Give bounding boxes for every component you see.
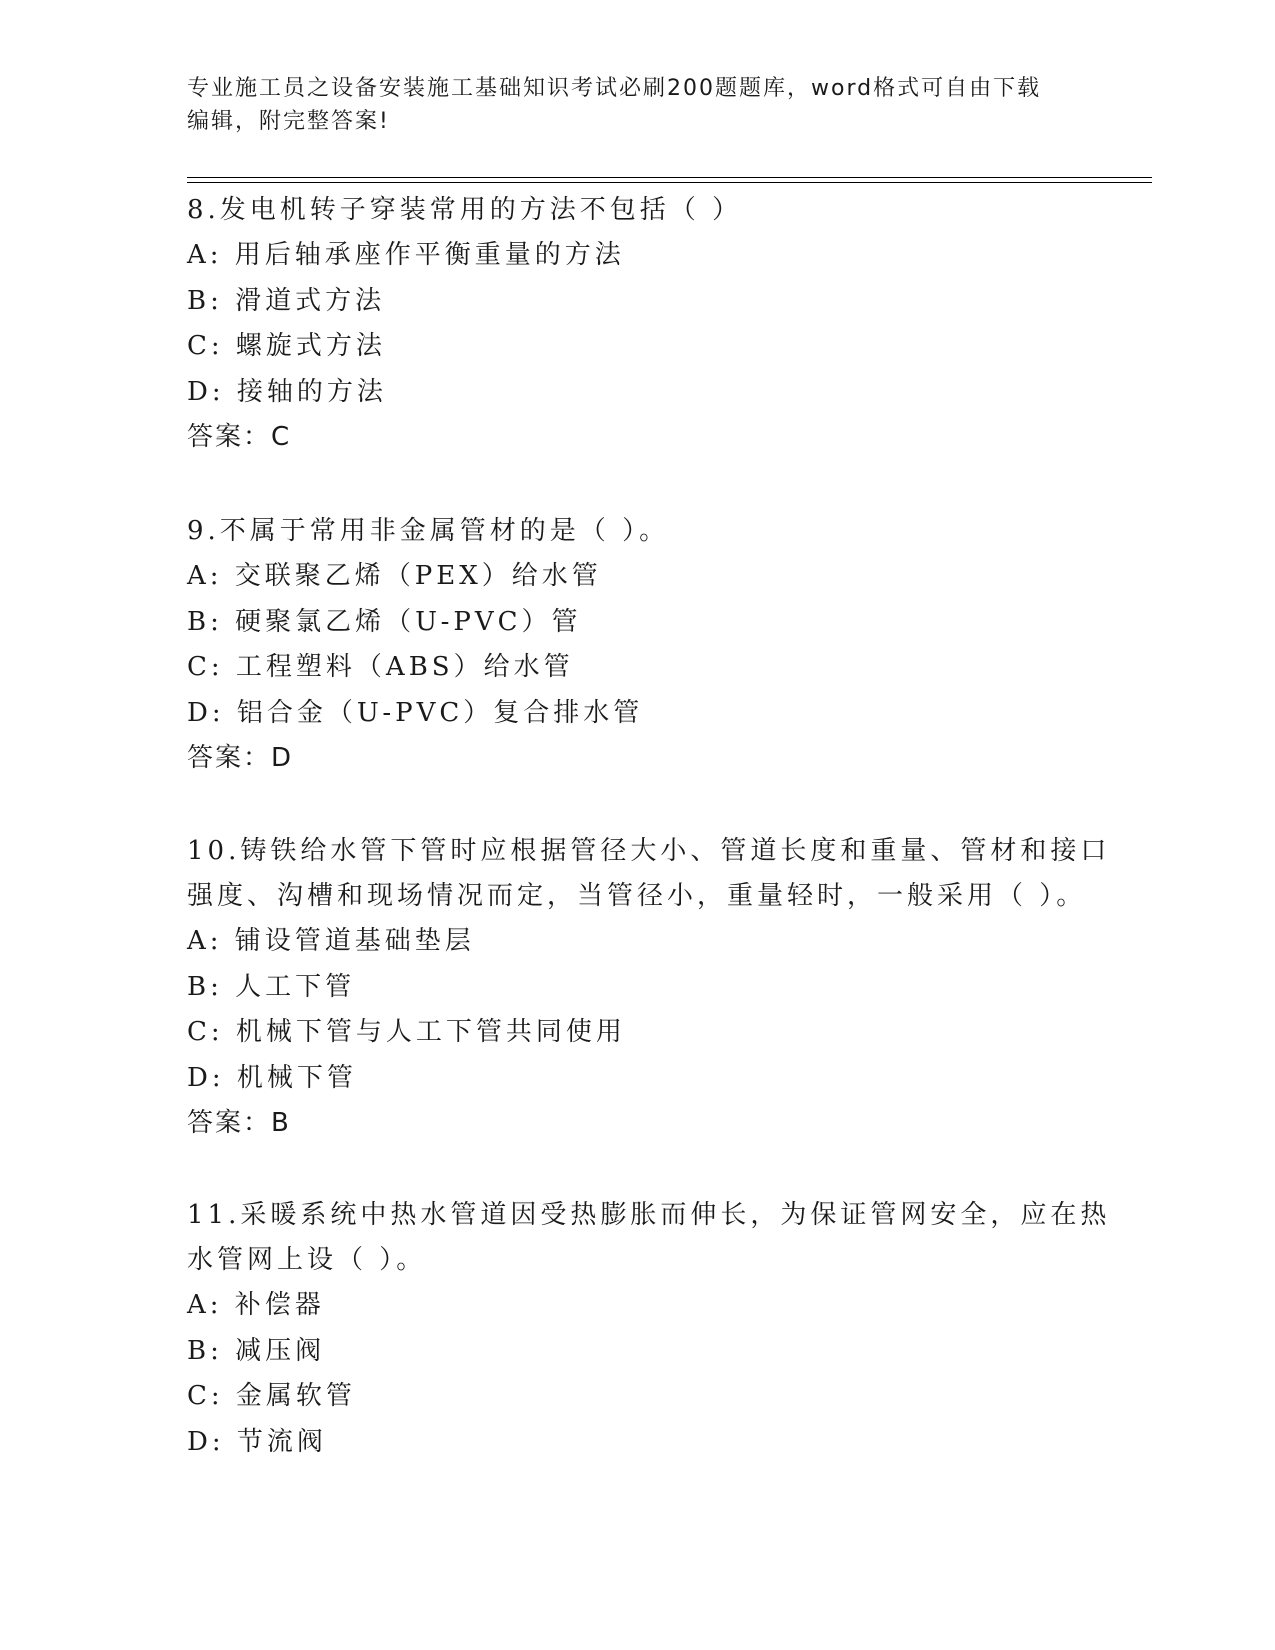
option-b: B: 人工下管 [187,971,356,1002]
question-8 [187,188,1087,460]
option-a: A: 交联聚乙烯（PEX）给水管 [187,561,602,591]
option-a: A: 铺设管道基础垫层 [187,926,475,956]
header-line-2: 编辑，附完整答案! [187,109,390,134]
answer-text: 答案：C [187,422,292,452]
header-divider-top [187,177,1152,178]
header-line-1: 专业施工员之设备安装施工基础知识考试必刷200题题库，word格式可自由下载 [187,76,1042,101]
option-b: B: 减压阀 [187,1335,326,1366]
option-c: C: 金属软管 [187,1381,356,1411]
option-a: A: 补偿器 [187,1290,325,1320]
question-11 [187,1193,1111,1465]
document-header [187,72,1087,138]
answer-text: 答案：B [187,1108,291,1138]
question-stem-line-2: 水管网上设（ ）。 [187,1245,427,1275]
option-b: B: 硬聚氯乙烯（U-PVC）管 [187,606,582,637]
option-c: C: 工程塑料（ABS）给水管 [187,652,574,682]
option-a: A: 用后轴承座作平衡重量的方法 [187,240,625,270]
question-10 [187,829,1111,1146]
answer-text: 答案：D [187,743,294,773]
option-b: B: 滑道式方法 [187,285,386,316]
option-d: D: 节流阀 [187,1426,327,1457]
header-divider-bottom [187,182,1152,183]
option-d: D: 机械下管 [187,1062,357,1093]
question-stem-line-2: 强度、沟槽和现场情况而定，当管径小，重量轻时，一般采用（ ）。 [187,881,1087,911]
option-c: C: 机械下管与人工下管共同使用 [187,1017,626,1047]
option-d: D: 接轴的方法 [187,376,387,407]
question-stem: 9.不属于常用非金属管材的是（ ）。 [187,516,670,546]
question-stem-line-1: 10.铸铁给水管下管时应根据管径大小、管道长度和重量、管材和接口 [187,836,1111,866]
option-d: D: 铝合金（U-PVC）复合排水管 [187,697,644,728]
option-c: C: 螺旋式方法 [187,331,386,361]
question-stem-line-1: 11.采暖系统中热水管道因受热膨胀而伸长，为保证管网安全，应在热 [187,1200,1111,1230]
question-9 [187,509,1087,781]
question-stem: 8.发电机转子穿装常用的方法不包括（ ） [187,195,743,225]
